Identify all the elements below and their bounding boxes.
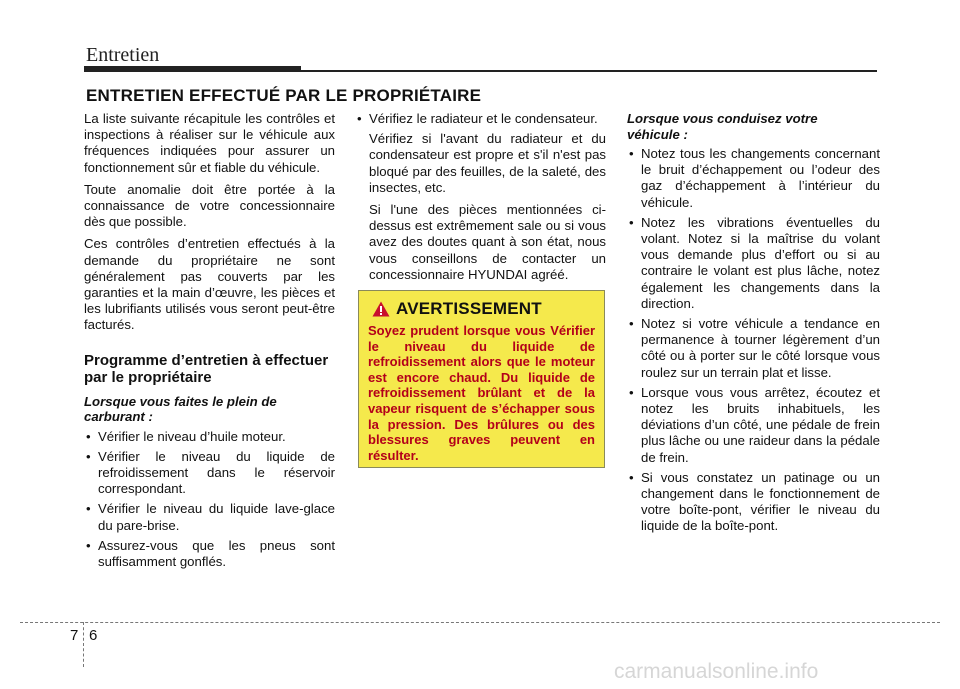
page-number: 6 (89, 627, 98, 644)
list-item: • Si vous constatez un patinage ou un changement dans le fonctionnement de votre boîte-pont, vérifier le niveau du liquide de la boîte-pont. (627, 470, 880, 535)
list-item: • Lorsque vous vous arrêtez, écoutez et notez les bruits inhabituels, les déviations d’un côté, une pédale de frein plus lâche ou une raideur dans la pédale de frein. (627, 385, 880, 466)
column-middle (355, 111, 606, 289)
driving-subheading: Lorsque vous conduisez votre véhicule : (627, 111, 818, 142)
list-item: • Vérifier le niveau du liquide lave-glace du pare-brise. (84, 501, 335, 533)
list-item: • Notez si votre véhicule a tendance en permanence à tourner légèrement d’un côté ou à porter sur le côté lorsque vous roulez sur un terrain plat et lisse. (627, 316, 880, 381)
list-item: • Notez tous les changements concernant le bruit d’échappement ou l’odeur des gaz d’échappement à l’intérieur du véhicule. (627, 146, 880, 211)
refuel-subheading: Lorsque vous faites le plein de carburant : (84, 393, 277, 425)
radiator-checklist (355, 111, 606, 127)
owner-maintenance-heading: Programme d’entretien à effectuer par le propriétaire (84, 351, 329, 386)
header-rule-thin (301, 70, 877, 72)
column-right (627, 111, 880, 539)
footer-rule (20, 622, 940, 623)
section-title: ENTRETIEN EFFECTUÉ PAR LE PROPRIÉTAIRE (86, 86, 482, 105)
intro-paragraph: La liste suivante récapitule les contrôles et inspections à réaliser sur le véhicule aux fréquences indiquées pour assurer un fonctionnement sûr et fiable du véhicule. (84, 111, 335, 175)
list-item: • Notez les vibrations éventuelles du volant. Notez si la maîtrise du volant vous demande plus d’effort ou si au contraire le volant est plus lâche, notez également les changements dans la direction. (627, 215, 880, 312)
watermark: carmanualsonline.info (614, 660, 819, 683)
driving-checklist (627, 146, 880, 535)
refuel-checklist (84, 429, 335, 571)
column-left (84, 111, 335, 574)
header-title: Entretien (86, 44, 160, 66)
chapter-number: 7 (70, 627, 79, 644)
list-item: • Vérifier le niveau d’huile moteur. (84, 429, 335, 445)
radiator-paragraph: Vérifiez si l'avant du radiateur et du condensateur est propre et s'il n'est pas bloqué par des feuilles, de la saleté, des insectes, etc. (369, 131, 606, 195)
warning-header (372, 299, 595, 319)
header-rule-thick (84, 66, 301, 72)
warning-triangle-icon (372, 301, 390, 317)
list-item: • Assurez-vous que les pneus sont suffisamment gonflés. (84, 538, 335, 570)
warning-title: AVERTISSEMENT (396, 299, 542, 318)
costs-paragraph: Ces contrôles d’entretien effectués à la demande du propriétaire ne sont généralement pas couverts par les garanties et la main d’œuvre, les pièces et les lubrifiants utilisés vous seront peut-être facturés. (84, 236, 335, 333)
anomaly-paragraph: Toute anomalie doit être portée à la connaissance de votre concessionnaire dès que possible. (84, 181, 335, 230)
warning-box (358, 290, 605, 468)
footer-divider (83, 622, 84, 667)
list-item: • Vérifiez le radiateur et le condensateur. (355, 111, 606, 127)
list-item: • Vérifier le niveau du liquide de refroidissement dans le réservoir correspondant. (84, 449, 335, 498)
dealer-paragraph: Si l'une des pièces mentionnées ci-dessus est extrêmement sale ou si vous avez des doutes quant à son état, nous vous conseillons de contacter un concessionnaire HYUNDAI agréé. (369, 202, 606, 282)
warning-text: Soyez prudent lorsque vous Vérifier le niveau du liquide de refroidissement alors que le moteur est encore chaud. Du liquide de refroidissement brûlant et de la vapeur risquent de s’échapper sous la pression. Des brûlures ou des blessures graves peuvent en résulter. (368, 323, 595, 463)
